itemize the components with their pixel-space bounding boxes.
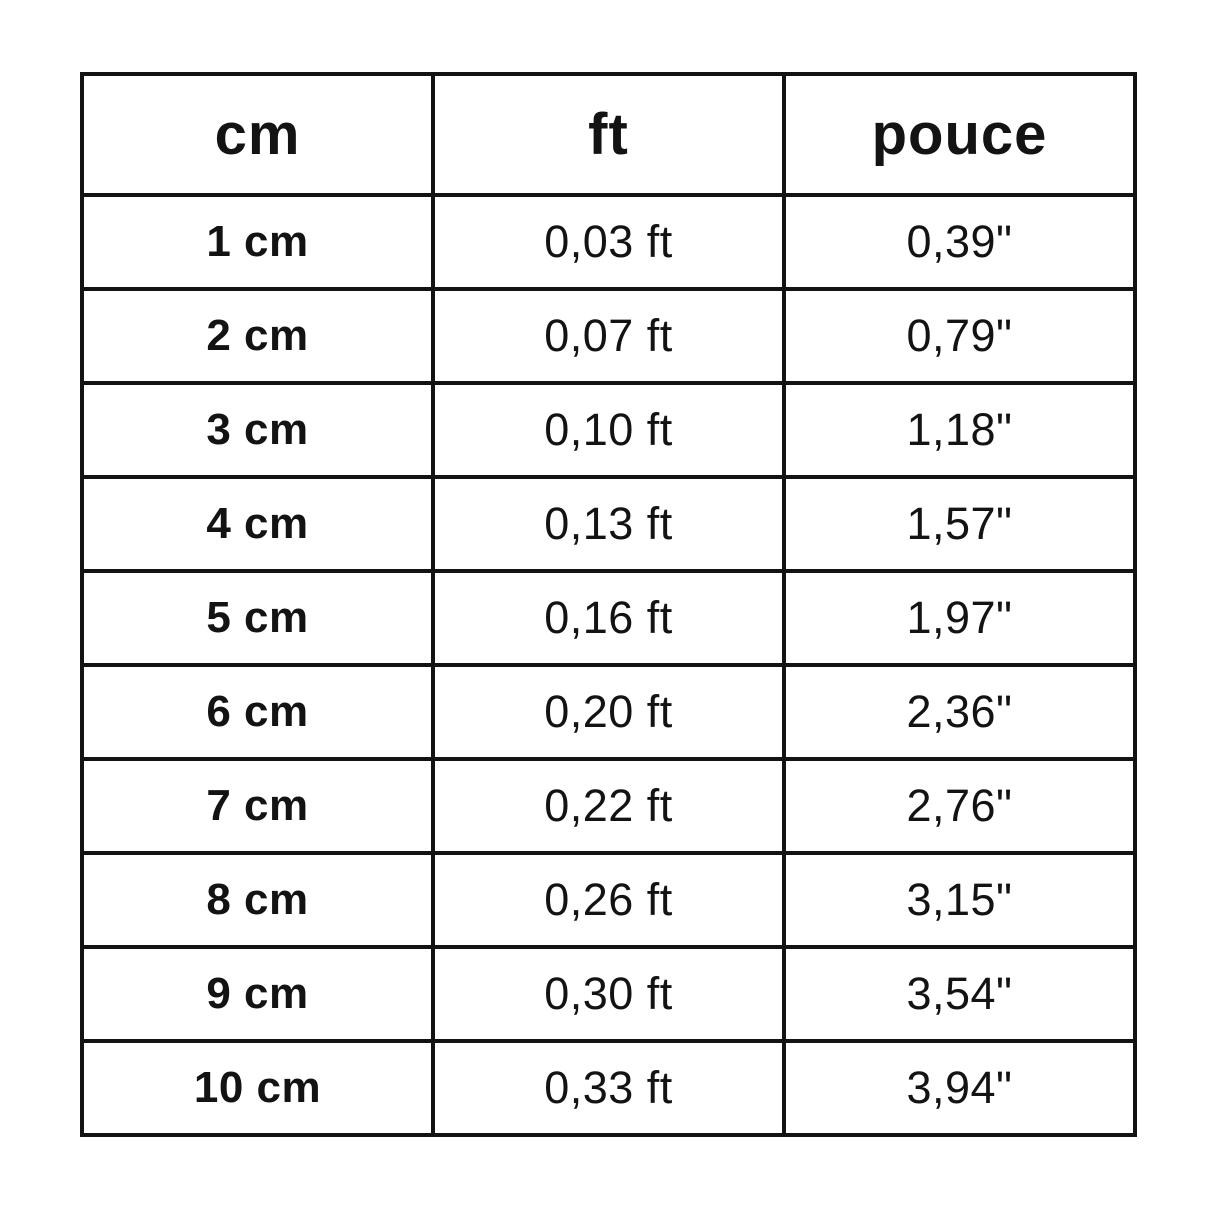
cell-pouce: 2,76"	[784, 759, 1135, 853]
cell-cm: 5 cm	[82, 571, 433, 665]
header-pouce: pouce	[784, 74, 1135, 195]
cell-cm: 6 cm	[82, 665, 433, 759]
cell-cm: 10 cm	[82, 1041, 433, 1135]
table-row	[82, 289, 1135, 383]
cell-ft: 0,33 ft	[433, 1041, 784, 1135]
table-row	[82, 1041, 1135, 1135]
cell-ft: 0,26 ft	[433, 853, 784, 947]
cell-pouce: 3,54"	[784, 947, 1135, 1041]
cell-pouce: 3,15"	[784, 853, 1135, 947]
table-row	[82, 947, 1135, 1041]
cell-pouce: 1,18"	[784, 383, 1135, 477]
table-row	[82, 571, 1135, 665]
cell-cm: 7 cm	[82, 759, 433, 853]
cell-ft: 0,22 ft	[433, 759, 784, 853]
table-row	[82, 759, 1135, 853]
cell-pouce: 1,57"	[784, 477, 1135, 571]
cell-cm: 8 cm	[82, 853, 433, 947]
cell-ft: 0,20 ft	[433, 665, 784, 759]
cell-ft: 0,07 ft	[433, 289, 784, 383]
cell-cm: 1 cm	[82, 195, 433, 289]
cell-pouce: 1,97"	[784, 571, 1135, 665]
cell-cm: 4 cm	[82, 477, 433, 571]
cell-cm: 9 cm	[82, 947, 433, 1041]
header-row	[82, 74, 1135, 195]
table-row	[82, 383, 1135, 477]
cell-ft: 0,30 ft	[433, 947, 784, 1041]
table-row	[82, 195, 1135, 289]
cell-pouce: 0,79"	[784, 289, 1135, 383]
table-row	[82, 477, 1135, 571]
cell-ft: 0,13 ft	[433, 477, 784, 571]
cell-ft: 0,10 ft	[433, 383, 784, 477]
cell-cm: 3 cm	[82, 383, 433, 477]
conversion-table	[80, 72, 1137, 1137]
cell-ft: 0,16 ft	[433, 571, 784, 665]
cell-pouce: 3,94"	[784, 1041, 1135, 1135]
cell-cm: 2 cm	[82, 289, 433, 383]
cell-pouce: 2,36"	[784, 665, 1135, 759]
header-cm: cm	[82, 74, 433, 195]
table-row	[82, 853, 1135, 947]
table-row	[82, 665, 1135, 759]
cell-pouce: 0,39"	[784, 195, 1135, 289]
cell-ft: 0,03 ft	[433, 195, 784, 289]
header-ft: ft	[433, 74, 784, 195]
